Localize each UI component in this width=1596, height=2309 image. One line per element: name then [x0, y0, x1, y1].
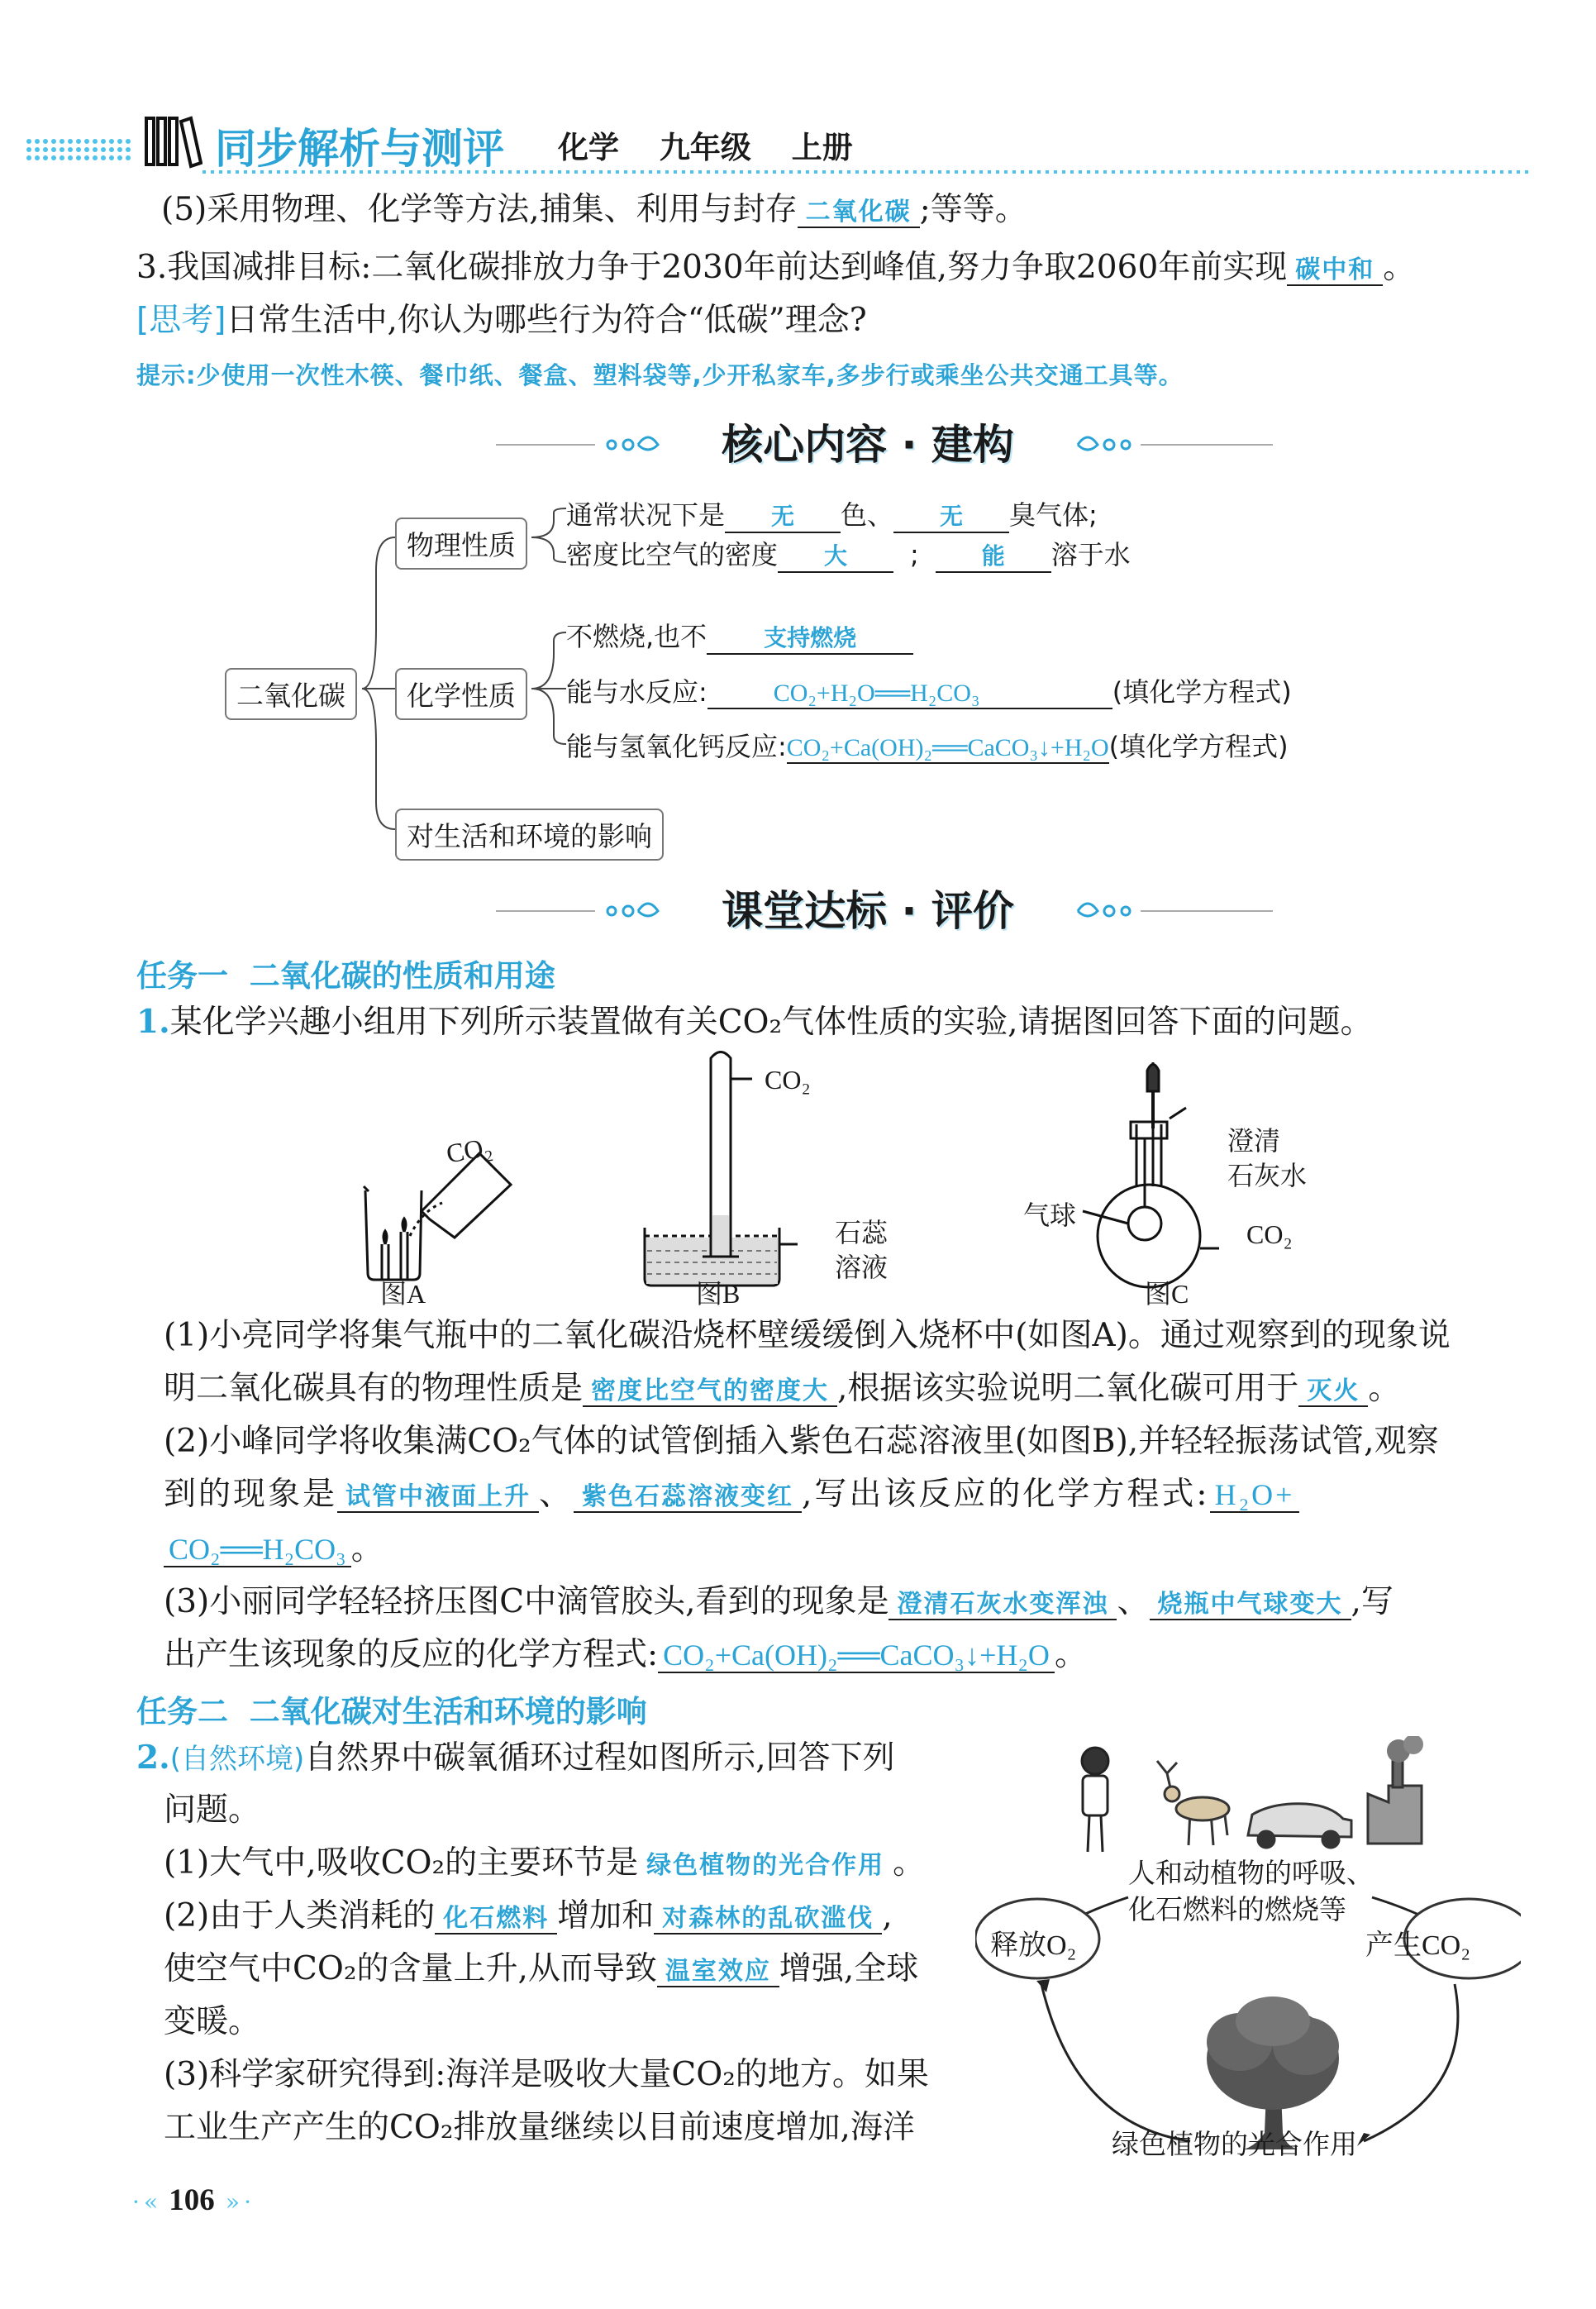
mindmap-phys-line-1: 通常状况下是 无 色、 无 臭气体; [566, 494, 1098, 533]
answer-blank: 紫色石蕊溶液变红 [574, 1482, 802, 1513]
page-number: 106 [169, 2183, 215, 2217]
q1-part-3-line-2: 出产生该现象的反应的化学方程式: CO₂+Ca(OH)₂══CaCO₃↓+H₂O 。 [164, 1636, 1087, 1673]
heading-ornament-left [496, 894, 661, 928]
car-icon [1248, 1804, 1351, 1848]
fig-b-caption: 图B [696, 1279, 741, 1309]
fig-c-limewater-label-2: 石灰水 [1227, 1161, 1308, 1190]
answer-blank: CO₂+H₂O══H₂CO₃ [707, 680, 1112, 709]
answer-blank: CO₂+Ca(OH)₂══CaCO₃↓+H₂O [658, 1639, 1055, 1673]
answer-blank: 能 [936, 538, 1051, 573]
section-title: 课堂达标 · 评价 [722, 887, 1014, 935]
q1-part-3-line-1: (3)小丽同学轻轻挤压图C中滴管胶头,看到的现象是 澄清石灰水变浑浊 、 烧瓶中气球变大 ,写 [164, 1583, 1394, 1620]
header-subject-name: 化学 [558, 130, 619, 165]
fig-c-limewater-label-1: 澄清 [1227, 1126, 1281, 1156]
fig-b-litmus-label-2: 溶液 [835, 1252, 889, 1282]
answer-blank: 化石燃料 [435, 1904, 557, 1935]
mindmap-chem-line-2: 能与水反应: CO₂+H₂O══H₂CO₃ (填化学方程式) [566, 676, 1292, 708]
question-2-line-1: 2.(自然环境)自然界中碳氧循环过程如图所示,回答下列 [136, 1739, 895, 1777]
q1-part-2-line-1: (2)小峰同学将收集满CO₂气体的试管倒插入紫色石蕊溶液里(如图B),并轻轻振荡试管,观察 [164, 1423, 1439, 1460]
q2-part-2-line-1: (2)由于人类消耗的 化石燃料 增加和 对森林的乱砍滥伐 , [164, 1897, 893, 1935]
mindmap-environment-effect: 对生活和环境的影响 [395, 809, 664, 861]
think-question: [思考]日常生活中,你认为哪些行为符合“低碳”理念? [136, 302, 867, 339]
fig-a-co2-label: CO₂ [444, 1131, 495, 1169]
answer-blank: 澄清石灰水变浑浊 [889, 1590, 1117, 1620]
q2-part-3-line-2: 工业生产产生的CO₂排放量继续以目前速度增加,海洋 [164, 2109, 915, 2146]
q1-part-2-line-2: 到的现象是 试管中液面上升 、 紫色石蕊溶液变红 ,写出该反应的化学方程式: H₂O+ [164, 1472, 1299, 1520]
factory-icon [1368, 1736, 1423, 1844]
header-grade: 九年级 [659, 130, 751, 165]
task-2-title: 任务二 二氧化碳对生活和环境的影响 [136, 1694, 647, 1729]
fig-c-balloon-label: 气球 [1023, 1200, 1077, 1230]
figure-a-beaker [364, 1153, 511, 1280]
answer-blank: 烧瓶中气球变大 [1150, 1590, 1351, 1620]
header-title: 同步解析与测评 [215, 125, 504, 173]
answer-blank: 碳中和 [1287, 255, 1383, 286]
top-item-5: (5)采用物理、化学等方法,捕集、利用与封存 二氧化碳 ;等等。 [161, 191, 1027, 228]
q2-part-1: (1)大气中,吸收CO₂的主要环节是 绿色植物的光合作用 。 [164, 1844, 926, 1882]
think-label: [思考] [136, 302, 226, 339]
q1-part-2-line-3: CO₂══H₂CO₃ 。 [164, 1526, 384, 1572]
answer-blank: 灭火 [1298, 1376, 1368, 1407]
q2-part-3-line-1: (3)科学家研究得到:海洋是吸收大量CO₂的地方。如果 [164, 2056, 929, 2093]
answer-blank: 大 [778, 538, 893, 573]
mindmap-chemical-properties: 化学性质 [395, 668, 527, 720]
cycle-top-label-2: 化石燃料的燃烧等 [1128, 1896, 1346, 1925]
question-number: 1. [136, 1003, 170, 1041]
mindmap-phys-line-2: 密度比空气的密度 大 ; 能 溶于水 [566, 534, 1131, 573]
answer-blank: H₂O+ [1210, 1478, 1300, 1513]
answer-blank: 支持燃烧 [707, 620, 913, 655]
mindmap-chem-line-1: 不燃烧,也不 支持燃烧 [566, 616, 913, 655]
answer-blank: 密度比空气的密度大 [583, 1376, 837, 1407]
q1-part-1-line-2: 明二氧化碳具有的物理性质是 密度比空气的密度大 ,根据该实验说明二氧化碳可用于 灭火 。 [164, 1370, 1401, 1407]
section-title: 核心内容 · 建构 [722, 421, 1014, 469]
heading-ornament-right [1074, 894, 1273, 928]
q2-part-2-line-2: 使空气中CO₂的含量上升,从而导致 温室效应 增强,全球 [164, 1950, 919, 1987]
mindmap-physical-properties: 物理性质 [395, 518, 527, 570]
person-icon [1082, 1748, 1108, 1852]
page-number-decoration: · « 106 » · [132, 2183, 251, 2217]
answer-blank: 无 [725, 499, 841, 533]
cycle-top-label-1: 人和动植物的呼吸、 [1128, 1859, 1374, 1889]
header-volume: 上册 [791, 130, 853, 165]
question-tag: (自然环境) [169, 1743, 305, 1776]
answer-blank: 对森林的乱砍滥伐 [654, 1904, 882, 1935]
cycle-bottom-caption: 绿色植物的光合作用 [1112, 2130, 1357, 2160]
fig-c-caption: 图C [1145, 1279, 1189, 1309]
fig-b-litmus-label-1: 石蕊 [835, 1218, 889, 1248]
cycle-left-label: 释放O₂ [990, 1930, 1077, 1961]
figure-c-flask [1083, 1062, 1219, 1287]
q1-part-1-line-1: (1)小亮同学将集气瓶中的二氧化碳沿烧杯壁缓缓倒入烧杯中(如图A)。通过观察到的现象说 [164, 1317, 1451, 1354]
fig-a-caption: 图A [380, 1279, 426, 1309]
hint-text: 提示:少使用一次性木筷、餐巾纸、餐盒、塑料袋等,少开私家车,多步行或乘坐公共交通工具等。 [136, 361, 1184, 389]
q2-part-2-line-3: 变暖。 [164, 2003, 261, 2040]
deer-icon [1157, 1761, 1229, 1845]
answer-blank: 绿色植物的光合作用 [646, 1851, 885, 1880]
task-1-title: 任务一 二氧化碳的性质和用途 [136, 958, 555, 994]
fig-b-co2-label: CO₂ [765, 1065, 811, 1095]
answer-blank: 无 [893, 499, 1009, 533]
answer-blank: CO₂+Ca(OH)₂══CaCO₃↓+H₂O [787, 734, 1109, 764]
mindmap-chem-line-3: 能与氢氧化钙反应:CO₂+Ca(OH)₂══CaCO₃↓+H₂O(填化学方程式) [566, 731, 1289, 762]
mindmap-root: 二氧化碳 [225, 668, 357, 720]
answer-blank: CO₂══H₂CO₃ [164, 1533, 351, 1567]
question-2-line-2: 问题。 [164, 1791, 261, 1829]
question-1: 1.某化学兴趣小组用下列所示装置做有关CO₂气体性质的实验,请据图回答下面的问题。 [136, 1003, 1373, 1041]
cycle-right-label: 产生CO₂ [1365, 1930, 1471, 1961]
answer-blank: 温室效应 [657, 1957, 779, 1987]
answer-blank: 二氧化碳 [798, 198, 920, 228]
fig-c-co2-label: CO₂ [1246, 1219, 1293, 1249]
answer-blank: 试管中液面上升 [337, 1482, 539, 1513]
question-number: 2. [136, 1739, 170, 1777]
top-item-3: 3.我国减排目标:二氧化碳排放力争于2030年前达到峰值,努力争取2060年前实现 碳中和 。 [136, 249, 1416, 286]
section-heading-assessment [496, 878, 1289, 944]
